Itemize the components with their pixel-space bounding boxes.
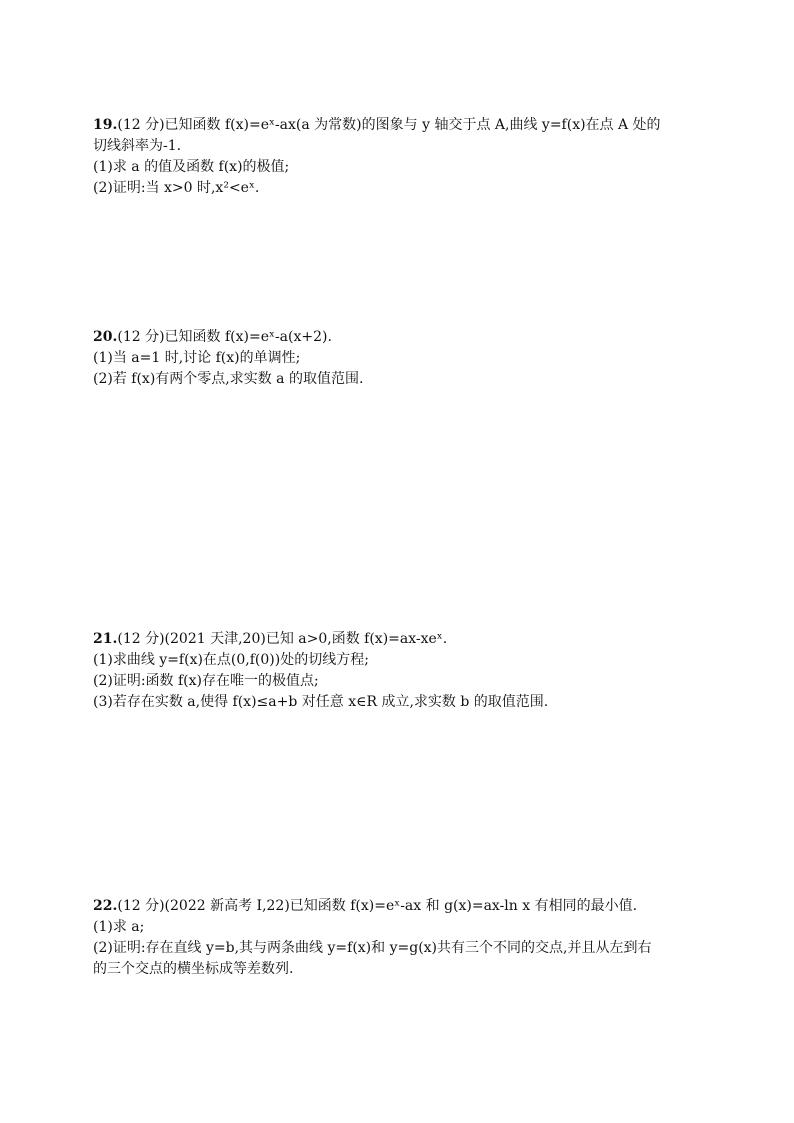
problem-22 — [93, 896, 713, 980]
problem-line — [93, 629, 713, 650]
problem-19 — [93, 115, 713, 199]
problem-text: (12 分)(2021 天津,20)已知 a>0,函数 f(x)=ax-xeˣ. — [117, 631, 448, 647]
problem-line: (1)求曲线 y=f(x)在点(0,f(0))处的切线方程; — [93, 652, 369, 668]
problem-text: (12 分)(2022 新高考 Ⅰ,22)已知函数 f(x)=eˣ-ax 和 g(x)=ax-ln x 有相同的最小值. — [117, 898, 638, 914]
problem-number: 20. — [93, 329, 118, 345]
problem-line — [93, 327, 713, 348]
problem-line: (2)证明:存在直线 y=b,其与两条曲线 y=f(x)和 y=g(x)共有三个不同的交点,并且从左到右 — [93, 940, 652, 956]
problem-line: (1)求 a 的值及函数 f(x)的极值; — [93, 159, 290, 175]
problem-20 — [93, 327, 713, 390]
problem-21 — [93, 629, 713, 713]
problem-line: (1)求 a; — [93, 919, 145, 935]
problem-number: 21. — [93, 631, 118, 647]
problem-line — [93, 115, 713, 136]
problem-line — [93, 896, 713, 917]
problem-text: (12 分)已知函数 f(x)=eˣ-ax(a 为常数)的图象与 y 轴交于点 A,曲线 y=f(x)在点 A 处的 — [117, 117, 661, 133]
problem-line: 的三个交点的横坐标成等差数列. — [93, 961, 294, 977]
problem-text: (12 分)已知函数 f(x)=eˣ-a(x+2). — [117, 329, 332, 345]
problem-line: (2)证明:函数 f(x)存在唯一的极值点; — [93, 673, 319, 689]
problem-line: (3)若存在实数 a,使得 f(x)≤a+b 对任意 x∈R 成立,求实数 b 的取值范围. — [93, 694, 549, 710]
problem-number: 19. — [93, 117, 118, 133]
problem-line: 切线斜率为-1. — [93, 138, 182, 154]
problem-number: 22. — [93, 898, 118, 914]
problem-line: (2)若 f(x)有两个零点,求实数 a 的取值范围. — [93, 371, 364, 387]
problem-line: (1)当 a=1 时,讨论 f(x)的单调性; — [93, 350, 301, 366]
problem-line: (2)证明:当 x>0 时,x²<eˣ. — [93, 180, 260, 196]
